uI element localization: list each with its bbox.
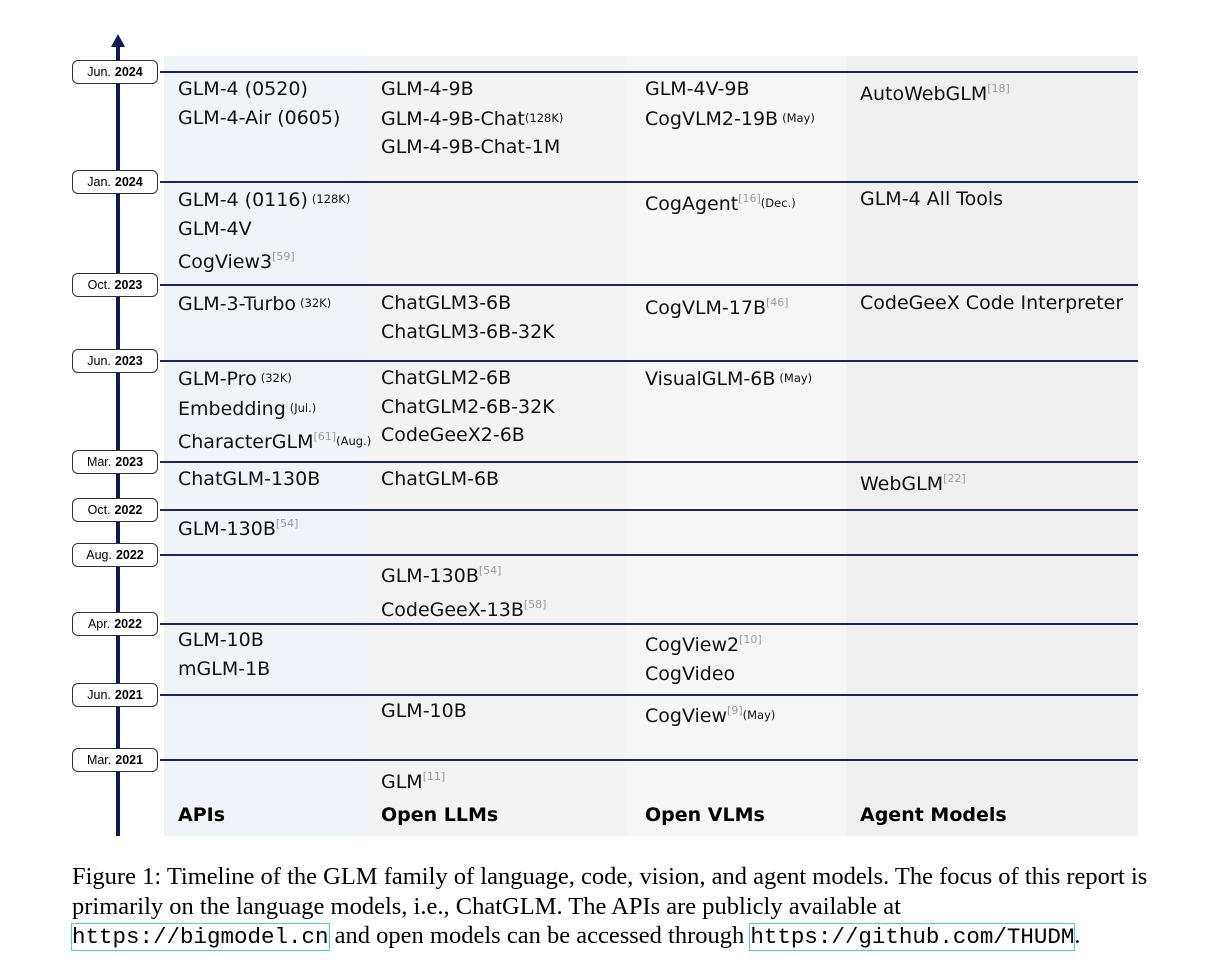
date-label: [72, 498, 158, 522]
open-vlms-cell: [645, 185, 796, 219]
column-agent-models-background: [846, 56, 1138, 836]
model-name: CogView: [645, 705, 728, 727]
open-llms-cell: [381, 75, 563, 162]
date-month: Mar.: [86, 753, 112, 767]
model-name: GLM-4-Air (0605): [178, 106, 341, 129]
citation: [61]: [313, 430, 337, 443]
model-name: ChatGLM3-6B: [381, 292, 512, 314]
date-label: [72, 60, 158, 84]
citation: [54]: [478, 564, 502, 577]
date-label: [72, 543, 158, 567]
date-month: Apr.: [87, 617, 111, 631]
apis-cell: [178, 510, 298, 544]
agent-models-cell: [860, 75, 1010, 109]
model-name: GLM-4 All Tools: [860, 188, 1004, 210]
model-name: GLM-10B: [381, 700, 467, 722]
model-note: (Jul.): [289, 400, 317, 415]
model-name: CharacterGLM: [178, 431, 314, 453]
agent-models-cell: [860, 465, 966, 499]
model-name: AutoWebGLM: [860, 83, 988, 105]
timeline-arrow-icon: [111, 34, 125, 47]
caption-text: .: [1074, 922, 1081, 949]
timeline-axis: [116, 46, 120, 836]
open-llms-cell: [381, 763, 445, 797]
date-year: 2021: [115, 753, 144, 767]
citation: [11]: [422, 770, 446, 783]
date-label: [72, 349, 158, 373]
apis-cell: [178, 364, 371, 457]
date-month: Oct.: [87, 278, 111, 292]
model-name: VisualGLM-6B: [645, 368, 776, 390]
date-label: [72, 273, 158, 297]
date-month: Jun.: [87, 354, 111, 368]
model-name: CogAgent: [645, 193, 739, 215]
timeline-separator: [160, 623, 1138, 625]
model-note: (32K): [300, 296, 332, 310]
model-name: GLM-4 (0116): [178, 189, 308, 211]
citation: [54]: [275, 517, 299, 530]
date-year: 2023: [115, 455, 144, 469]
model-name: CogVLM2-19B: [645, 107, 779, 130]
citation: [16]: [738, 192, 761, 205]
date-label: [72, 683, 158, 707]
agent-models-cell: [860, 289, 1123, 318]
apis-cell: [178, 626, 270, 683]
date-year: 2022: [114, 503, 143, 517]
model-name: WebGLM: [860, 473, 944, 495]
timeline-separator: [160, 360, 1138, 362]
open-vlms-cell: [645, 364, 812, 394]
figure-caption: [72, 862, 1152, 953]
citation: [10]: [739, 633, 762, 646]
model-note: (128K): [524, 110, 564, 125]
model-name: CogView2: [645, 634, 740, 656]
model-name: GLM-Pro: [178, 368, 257, 390]
date-year: 2022: [114, 617, 143, 631]
timeline-separator: [160, 694, 1138, 696]
model-note: (May): [742, 708, 776, 722]
date-month: Mar.: [86, 455, 112, 469]
column-header-agent-models: Agent Models: [860, 804, 1007, 826]
agent-models-cell: [860, 185, 1003, 214]
date-month: Oct.: [87, 503, 111, 517]
citation: [9]: [727, 704, 743, 717]
model-name: ChatGLM-6B: [381, 468, 500, 490]
timeline-separator: [160, 509, 1138, 511]
model-name: ChatGLM3-6B-32K: [381, 320, 555, 343]
model-name: ChatGLM2-6B-32K: [381, 395, 555, 418]
open-llms-cell: [381, 289, 555, 346]
github-link[interactable]: https://github.com/THUDM: [750, 924, 1075, 950]
citation: [18]: [987, 82, 1010, 95]
date-year: 2023: [114, 278, 143, 292]
model-note: (Dec.): [760, 196, 796, 210]
open-vlms-cell: [645, 75, 815, 133]
model-name: CodeGeeX2-6B: [381, 424, 525, 446]
date-month: Jun.: [87, 688, 111, 702]
model-name: GLM-10B: [178, 629, 264, 651]
column-header-open-vlms: Open VLMs: [645, 804, 765, 826]
date-month: Jan.: [87, 175, 111, 189]
date-month: Jun.: [87, 65, 111, 79]
model-name: GLM: [381, 771, 423, 793]
timeline-separator: [160, 71, 1138, 73]
citation: [46]: [766, 296, 789, 309]
model-name: GLM-130B: [381, 565, 479, 587]
model-name: CogVLM-17B: [645, 297, 766, 319]
model-name: GLM-4-9B-Chat: [381, 107, 525, 130]
model-name: ChatGLM-130B: [178, 468, 321, 490]
model-name: GLM-4 (0520): [178, 78, 308, 100]
model-note: (May): [782, 110, 815, 125]
caption-text: and open models can be accessed through: [328, 922, 751, 949]
caption-text: Figure 1: Timeline of the GLM family of language, code, vision, and agent models. The focus of this report is primarily on the language models, i.e., ChatGLM. The APIs are publicly available at: [72, 863, 1148, 920]
model-name: GLM-4V-9B: [645, 78, 750, 100]
open-vlms-cell: [645, 289, 789, 323]
date-label: [72, 748, 158, 772]
date-year: 2022: [115, 548, 144, 562]
citation: [59]: [272, 250, 295, 263]
date-month: Aug.: [86, 548, 112, 562]
date-year: 2021: [114, 688, 143, 702]
model-name: GLM-3-Turbo: [178, 293, 297, 315]
model-name: GLM-4V: [178, 217, 252, 240]
model-name: CodeGeeX-13B: [381, 598, 524, 621]
date-year: 2023: [114, 354, 143, 368]
model-name: CogVideo: [645, 662, 736, 685]
model-note: (Aug.): [336, 434, 372, 448]
timeline-separator: [160, 181, 1138, 183]
open-llms-cell: [381, 465, 499, 494]
open-vlms-cell: [645, 697, 775, 731]
open-llms-cell: [381, 364, 555, 450]
timeline-separator: [160, 759, 1138, 761]
apis-cell: [178, 75, 340, 132]
model-name: ChatGLM2-6B: [381, 367, 512, 389]
model-note: (128K): [311, 192, 351, 206]
model-note: (May): [779, 371, 813, 385]
open-vlms-cell: [645, 626, 762, 688]
open-llms-cell: [381, 697, 467, 726]
model-name: GLM-130B: [178, 518, 276, 540]
model-name: GLM-4-9B: [381, 78, 474, 100]
citation: [22]: [943, 472, 966, 485]
apis-cell: [178, 465, 320, 494]
model-name: CodeGeeX Code Interpreter: [860, 292, 1124, 314]
date-year: 2024: [114, 175, 143, 189]
column-header-open-llms: Open LLMs: [381, 804, 499, 826]
timeline-separator: [160, 284, 1138, 286]
model-note: (32K): [260, 371, 292, 385]
apis-cell: [178, 289, 331, 319]
citation: [58]: [523, 597, 547, 611]
model-name: mGLM-1B: [178, 657, 271, 680]
date-label: [72, 170, 158, 194]
model-name: Embedding: [178, 397, 286, 420]
column-header-apis: APIs: [178, 804, 226, 826]
date-label: [72, 612, 158, 636]
timeline-separator: [160, 554, 1138, 556]
date-label: [72, 450, 158, 474]
date-year: 2024: [114, 65, 143, 79]
bigmodel-link[interactable]: https://bigmodel.cn: [72, 924, 329, 950]
model-name: GLM-4-9B-Chat-1M: [381, 136, 561, 158]
timeline-separator: [160, 461, 1138, 463]
model-name: CogView3: [178, 251, 273, 273]
apis-cell: [178, 185, 350, 277]
open-llms-cell: [381, 557, 546, 624]
